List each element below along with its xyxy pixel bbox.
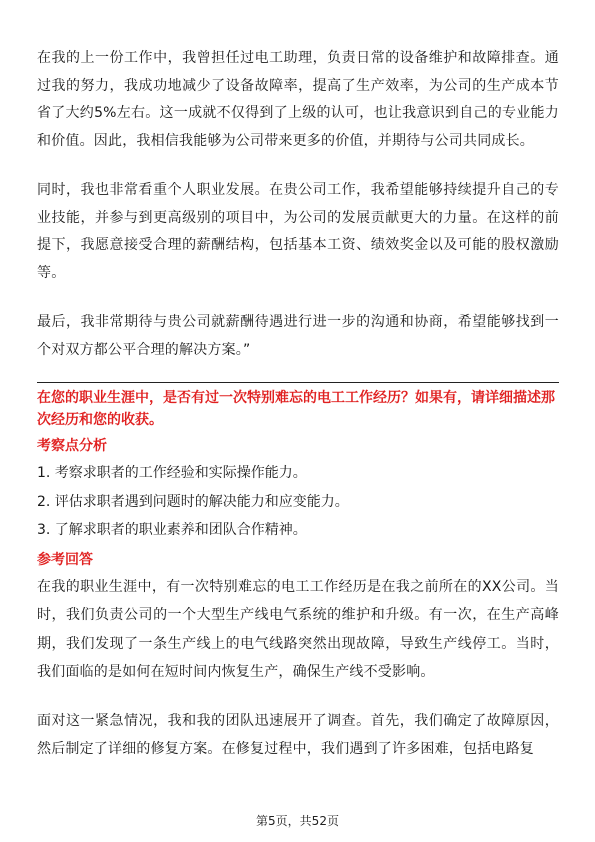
analysis-point: 2. 评估求职者遇到问题时的解决能力和应变能力。 (37, 493, 349, 510)
document-page (37, 45, 559, 764)
intro-paragraph-2: 同时，我也非常看重个人职业发展。在贵公司工作，我希望能够持续提升自己的专业技能，并参与到更高级别的项目中，为公司的发展贡献更大的力量。在这样的前提下，我愿意接受合理的薪酬结构，包括基本工资、绩效奖金以及可能的股权激励等。 (37, 182, 559, 281)
reference-answer-heading: 参考回答 (37, 551, 93, 568)
reference-answer-paragraph-2: 面对这一紧急情况，我和我的团队迅速展开了调查。首先，我们确定了故障原因，然后制定了详细的修复方案。在修复过程中，我们遇到了许多困难，包括电路复 (37, 712, 559, 757)
analysis-point: 3. 了解求职者的职业素养和团队合作精神。 (37, 522, 307, 538)
intro-paragraph-3: 最后，我非常期待与贵公司就薪酬待遇进行进一步的沟通和协商，希望能够找到一个对双方都公平合理的解决方案。” (37, 314, 559, 358)
page-number: 第5页，共52页 (256, 814, 339, 828)
section-divider (37, 382, 559, 383)
analysis-heading: 考察点分析 (37, 438, 107, 454)
reference-answer-paragraph-1: 在我的职业生涯中，有一次特别难忘的电工工作经历是在我之前所在的XX公司。当时，我们负责公司的一个大型生产线电气系统的维护和升级。有一次，在生产高峰期，我们发现了一条生产线上的电气线路突然出现故障，导致生产线停工。当时，我们面临的是如何在短时间内恢复生产，确保生产线不受影响。 (37, 578, 559, 680)
analysis-point: 1. 考察求职者的工作经验和实际操作能力。 (37, 465, 307, 481)
interview-question: 在您的职业生涯中，是否有过一次特别难忘的电工工作经历？如果有，请详细描述那次经历和您的收获。 (37, 390, 555, 428)
intro-paragraph-1: 在我的上一份工作中，我曾担任过电工助理，负责日常的设备维护和故障排查。通过我的努力，我成功地减少了设备故障率，提高了生产效率，为公司的生产成本节省了大约5%左右。这一成就不仅得到了上级的认可，也让我意识到自己的专业能力和价值。因此，我相信我能够为公司带来更多的价值，并期待与公司共同成长。 (37, 50, 559, 149)
